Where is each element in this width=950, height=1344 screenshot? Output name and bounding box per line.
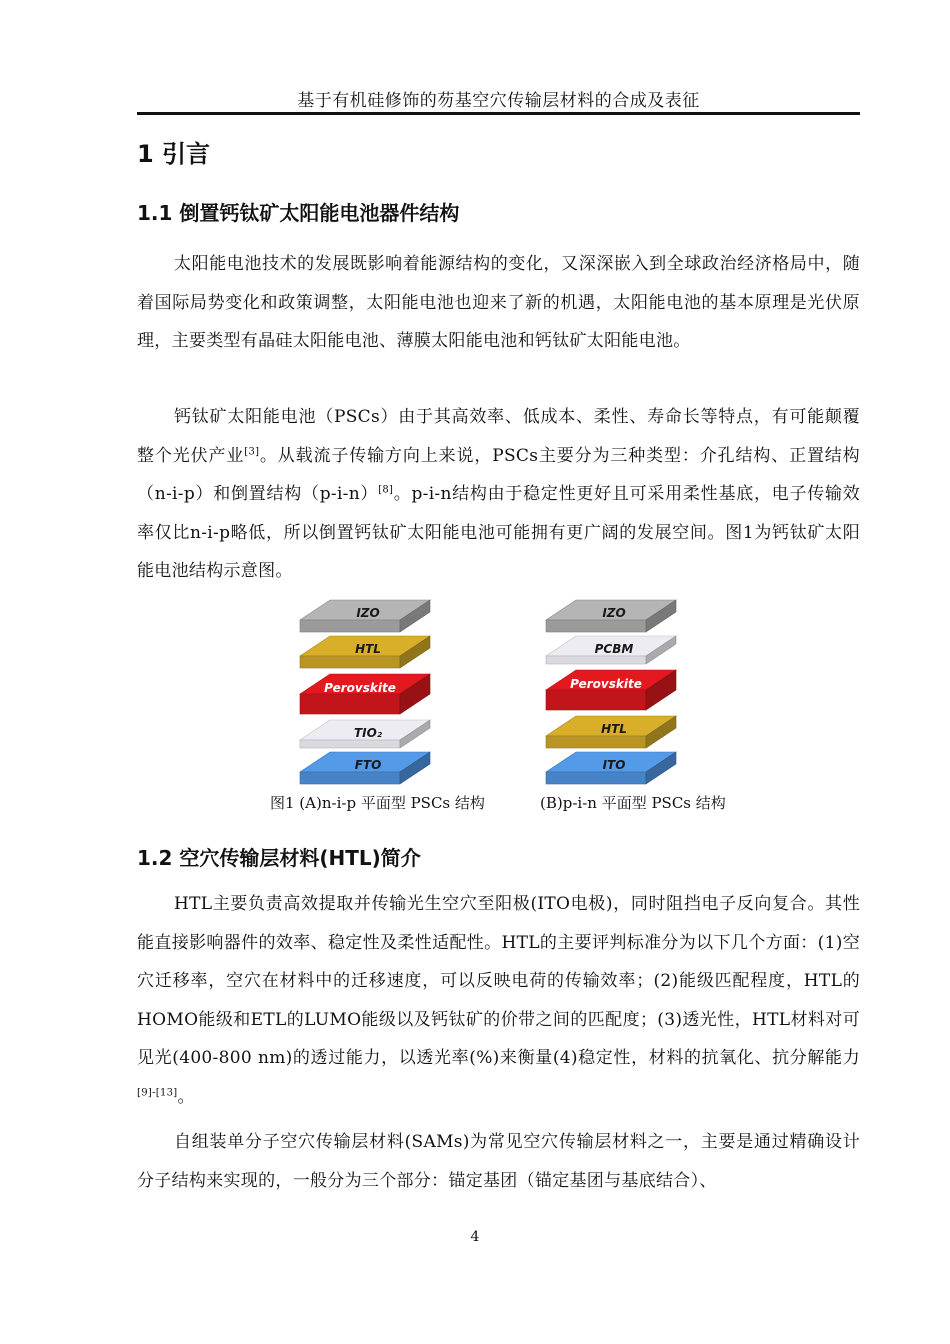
layer-label: HTL (355, 642, 381, 656)
layer-fto (300, 752, 430, 784)
layer-label: IZO (602, 606, 626, 620)
figure-caption-b: (B)p-i-n 平面型 PSCs 结构 (540, 794, 726, 812)
layer-izo (300, 600, 430, 632)
layer-label: PCBM (594, 642, 634, 656)
layer-label: IZO (356, 606, 380, 620)
page-number: 4 (470, 1229, 480, 1245)
section-1-title: 1 引言 (137, 140, 211, 168)
pin-stack (546, 600, 676, 784)
section-1-2-title: 1.2 空穴传输层材料(HTL)简介 (137, 846, 421, 870)
layer-label: Perovskite (570, 677, 642, 691)
layer-tio (300, 720, 430, 748)
paragraph: 自组装单分子空穴传输层材料(SAMs)为常见空穴传输层材料之一，主要是通过精确设计分子结构来实现的，一般分为三个部分：锚定基团（锚定基团与基底结合）、 (137, 1132, 860, 1191)
running-header: 基于有机硅修饰的芴基空穴传输层材料的合成及表征 (297, 91, 700, 111)
device-structure-figure (290, 590, 710, 772)
layer-izo (546, 600, 676, 632)
citation: [9]-[13] (137, 1086, 178, 1098)
figure-caption-a: 图1 (A)n-i-p 平面型 PSCs 结构 (270, 794, 485, 812)
layer-htl (546, 716, 676, 748)
layer-htl (300, 636, 430, 668)
layer-ito (546, 752, 676, 784)
layer-label: HTL (601, 722, 627, 736)
nip-stack (300, 600, 430, 784)
paragraph: 钙钛矿太阳能电池（PSCs）由于其高效率、低成本、柔性、寿命长等特点，有可能颠覆整个光伏产业[3]。从载流子传输方向上来说，PSCs主要分为三种类型：介孔结构、正置结构（n-i-p）和倒置结构（p-i-n）[8]。p-i-n结构由于稳定性更好且可采用柔性基底，电子传输效率仅比n-i-p略低，所以倒置钙钛矿太阳能电池可能拥有更广阔的发展空间。图1为钙钛矿太阳能电池结构示意图。 (137, 407, 860, 581)
paragraph: HTL主要负责高效提取并传输光生空穴至阳极(ITO电极)，同时阻挡电子反向复合。其性能直接影响器件的效率、稳定性及柔性适配性。HTL的主要评判标准分为以下几个方面：(1)空穴迁移率，空穴在材料中的迁移速度，可以反映电荷的传输效率；(2)能级匹配程度，HTL的HOMO能级和ETL的LUMO能级以及钙钛矿的价带之间的匹配度；(3)透光性，HTL材料对可见光(400-800 nm)的透过能力，以透光率(%)来衡量(4)稳定性，材料的抗氧化、抗分解能力[9]-[13]。 (137, 894, 860, 1107)
header-rule (137, 112, 860, 115)
layer-pcbm (546, 636, 676, 664)
layer-perovskite (546, 670, 676, 710)
paragraph: 太阳能电池技术的发展既影响着能源结构的变化，又深深嵌入到全球政治经济格局中，随着国际局势变化和政策调整，太阳能电池也迎来了新的机遇，太阳能电池的基本原理是光伏原理，主要类型有晶硅太阳能电池、薄膜太阳能电池和钙钛矿太阳能电池。 (137, 254, 860, 351)
section-1-1-title: 1.1 倒置钙钛矿太阳能电池器件结构 (137, 201, 460, 225)
citation: [3] (244, 445, 260, 457)
layer-perovskite (300, 674, 430, 714)
layer-label: TIO₂ (353, 726, 383, 740)
layer-label: ITO (602, 758, 626, 772)
citation: [8] (378, 484, 394, 496)
layer-label: Perovskite (324, 681, 396, 695)
layer-label: FTO (354, 758, 382, 772)
